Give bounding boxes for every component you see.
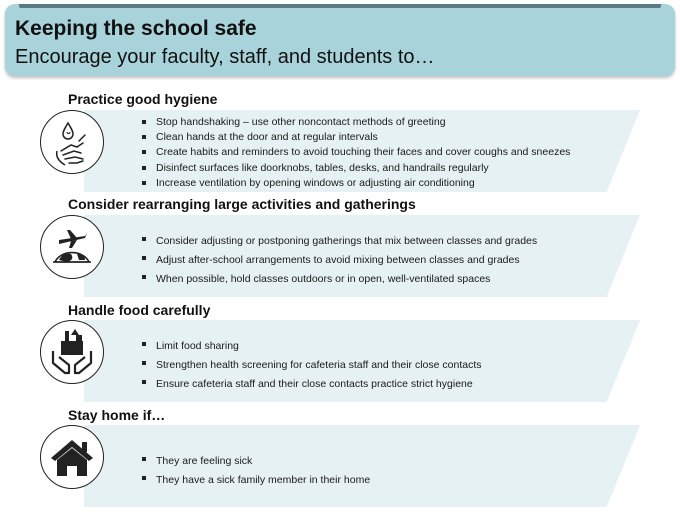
list-item: They are feeling sick [140, 452, 370, 471]
list-item: Adjust after-school arrangements to avoid mixing between classes and grades [140, 251, 537, 270]
list-item: Create habits and reminders to avoid touching their faces and cover coughs and sneezes [140, 145, 570, 160]
list-item: Disinfect surfaces like doorknobs, tables, desks, and handrails regularly [140, 161, 570, 176]
list-item: Clean hands at the door and at regular intervals [140, 130, 570, 145]
section-heading-gatherings: Consider rearranging large activities and gatherings [68, 196, 416, 212]
bullet-list-hygiene [140, 115, 570, 191]
list-item: Limit food sharing [140, 337, 482, 356]
bullet-list-stay-home [140, 452, 370, 490]
list-item: When possible, hold classes outdoors or in open, well-ventilated spaces [140, 270, 537, 289]
section-heading-hygiene: Practice good hygiene [68, 91, 218, 107]
list-item: Stop handshaking – use other noncontact methods of greeting [140, 115, 570, 130]
bullet-list-food [140, 337, 482, 394]
bullet-list-gatherings [140, 232, 537, 289]
list-item: They have a sick family member in their home [140, 471, 370, 490]
header-accent-line [19, 4, 661, 8]
list-item: Ensure cafeteria staff and their close contacts practice strict hygiene [140, 375, 482, 394]
section-heading-stay-home: Stay home if… [68, 407, 166, 423]
header-banner [5, 4, 675, 76]
house-icon [40, 425, 104, 489]
list-item: Consider adjusting or postponing gatherings that mix between classes and grades [140, 232, 537, 251]
section-heading-food: Handle food carefully [68, 302, 211, 318]
page-title: Keeping the school safe [15, 17, 257, 40]
handwashing-icon [40, 110, 104, 174]
page-subtitle: Encourage your faculty, staff, and students to… [15, 46, 435, 68]
travel-globe-icon [40, 215, 104, 279]
list-item: Increase ventilation by opening windows or adjusting air conditioning [140, 176, 570, 191]
list-item: Strengthen health screening for cafeteria staff and their close contacts [140, 356, 482, 375]
food-hands-icon [40, 320, 104, 384]
